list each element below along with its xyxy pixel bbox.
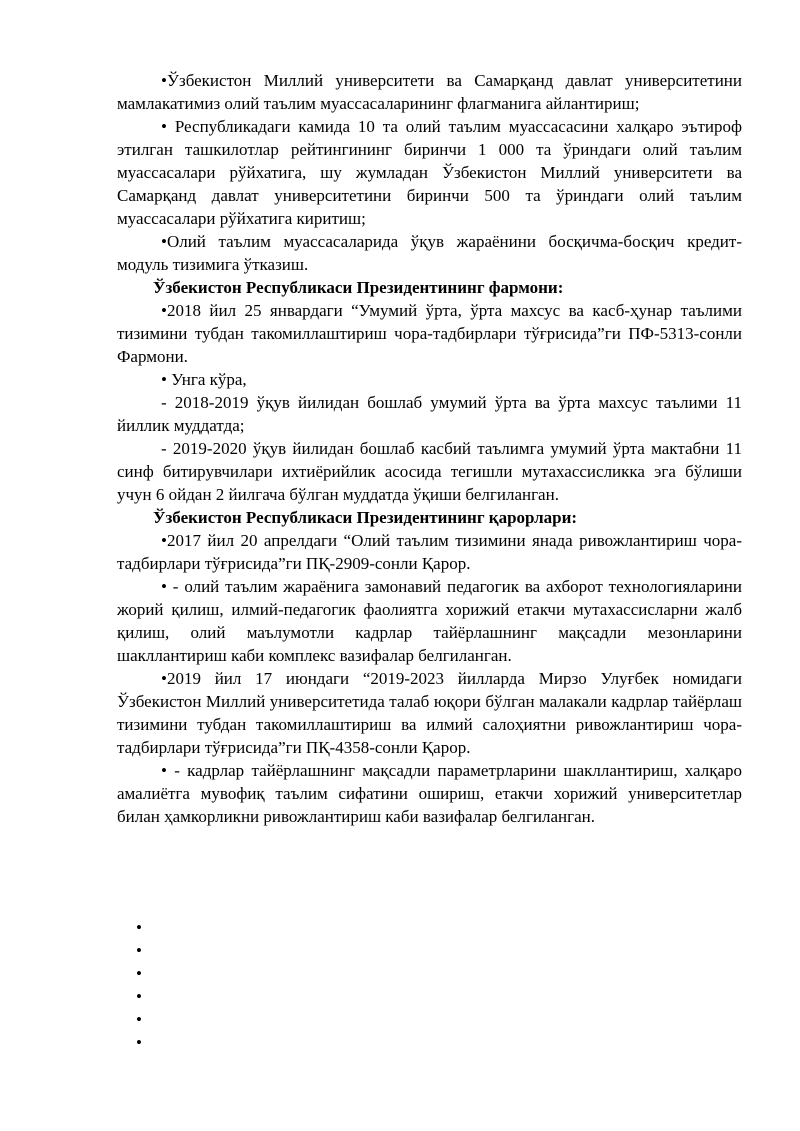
document-body [117, 69, 742, 828]
bullet-paragraph: •2018 йил 25 январдаги “Умумий ўрта, ўрта махсус ва касб-ҳунар таълими тизимини тубдан такомиллаштириш чора-тадбирлари тўғрисида”ги ПФ-5313-сонли Фармони. [117, 301, 742, 366]
empty-bullet: • [136, 918, 142, 937]
bullet-paragraph: •Олий таълим муассасаларида ўқув жараёнини босқичма-босқич кредит-модуль тизимига ўтказиш. [117, 232, 742, 274]
empty-bullet: • [136, 964, 142, 983]
section-heading: Ўзбекистон Республикаси Президентининг фармони: [153, 278, 564, 297]
bullet-paragraph: • - кадрлар тайёрлашнинг мақсадли параметрларини шакллантириш, халқаро амалиётга мувофиқ таълим сифатини ошириш, етакчи хорижий университетлар билан ҳамкорликни ривожлантириш каби вазифалар белгиланган. [117, 761, 742, 826]
section-heading: Ўзбекистон Республикаси Президентининг қарорлари: [153, 508, 578, 527]
empty-bullet: • [136, 941, 142, 960]
bullet-paragraph: • Республикадаги камида 10 та олий таълим муассасасини халқаро эътироф этилган ташкилотлар рейтингининг биринчи 1 000 та ўриндаги олий таълим муассасалари рўйхатига, шу жумладан Ўзбекистон Миллий университети ва Самарқанд давлат университетини биринчи 500 та ўриндаги олий таълим муассасалари рўйхатига киритиш; [117, 117, 742, 228]
empty-bullet: • [136, 1010, 142, 1029]
bullet-paragraph: •2017 йил 20 апрелдаги “Олий таълим тизимини янада ривожлантириш чора-тадбирлари тўғрисида”ги ПҚ-2909-сонли Қарор. [117, 531, 742, 573]
bullet-paragraph: •Ўзбекистон Миллий университети ва Самарқанд давлат университетини мамлакатимиз олий таълим муассасаларининг флагманига айлантириш; [117, 71, 742, 113]
bullet-paragraph: • Унга кўра, [161, 370, 247, 389]
empty-bullet-list [136, 916, 176, 1054]
empty-bullet: • [136, 1033, 142, 1052]
bullet-paragraph: • - олий таълим жараёнига замонавий педагогик ва ахборот технологияларини жорий қилиш, илмий-педагогик фаолиятга хорижий етакчи мутахассисларни жалб қилиш, олий маълумотли кадрлар тайёрлашнинг мақсадли мезонларини шакллантириш каби комплекс вазифалар белгиланган. [117, 577, 742, 665]
bullet-paragraph: •2019 йил 17 июндаги “2019-2023 йилларда Мирзо Улуғбек номидаги Ўзбекистон Миллий университетида талаб юқори бўлган малакали кадрлар тайёрлаш тизимини тубдан такомиллаштириш ва илмий салоҳиятни ривожлантириш чора-тадбирлари тўғрисида”ги ПҚ-4358-сонли Қарор. [117, 669, 742, 757]
dash-paragraph: - 2018-2019 ўқув йилидан бошлаб умумий ўрта ва ўрта махсус таълими 11 йиллик муддатда; [117, 393, 742, 435]
empty-bullet: • [136, 987, 142, 1006]
dash-paragraph: - 2019-2020 ўқув йилидан бошлаб касбий таълимга умумий ўрта мактабни 11 синф битирувчилари ихтиёрийлик асосида тегишли мутахассисликка эга бўлиши учун 6 ойдан 2 йилгача бўлган муддатда ўқиши белгиланган. [117, 439, 742, 504]
